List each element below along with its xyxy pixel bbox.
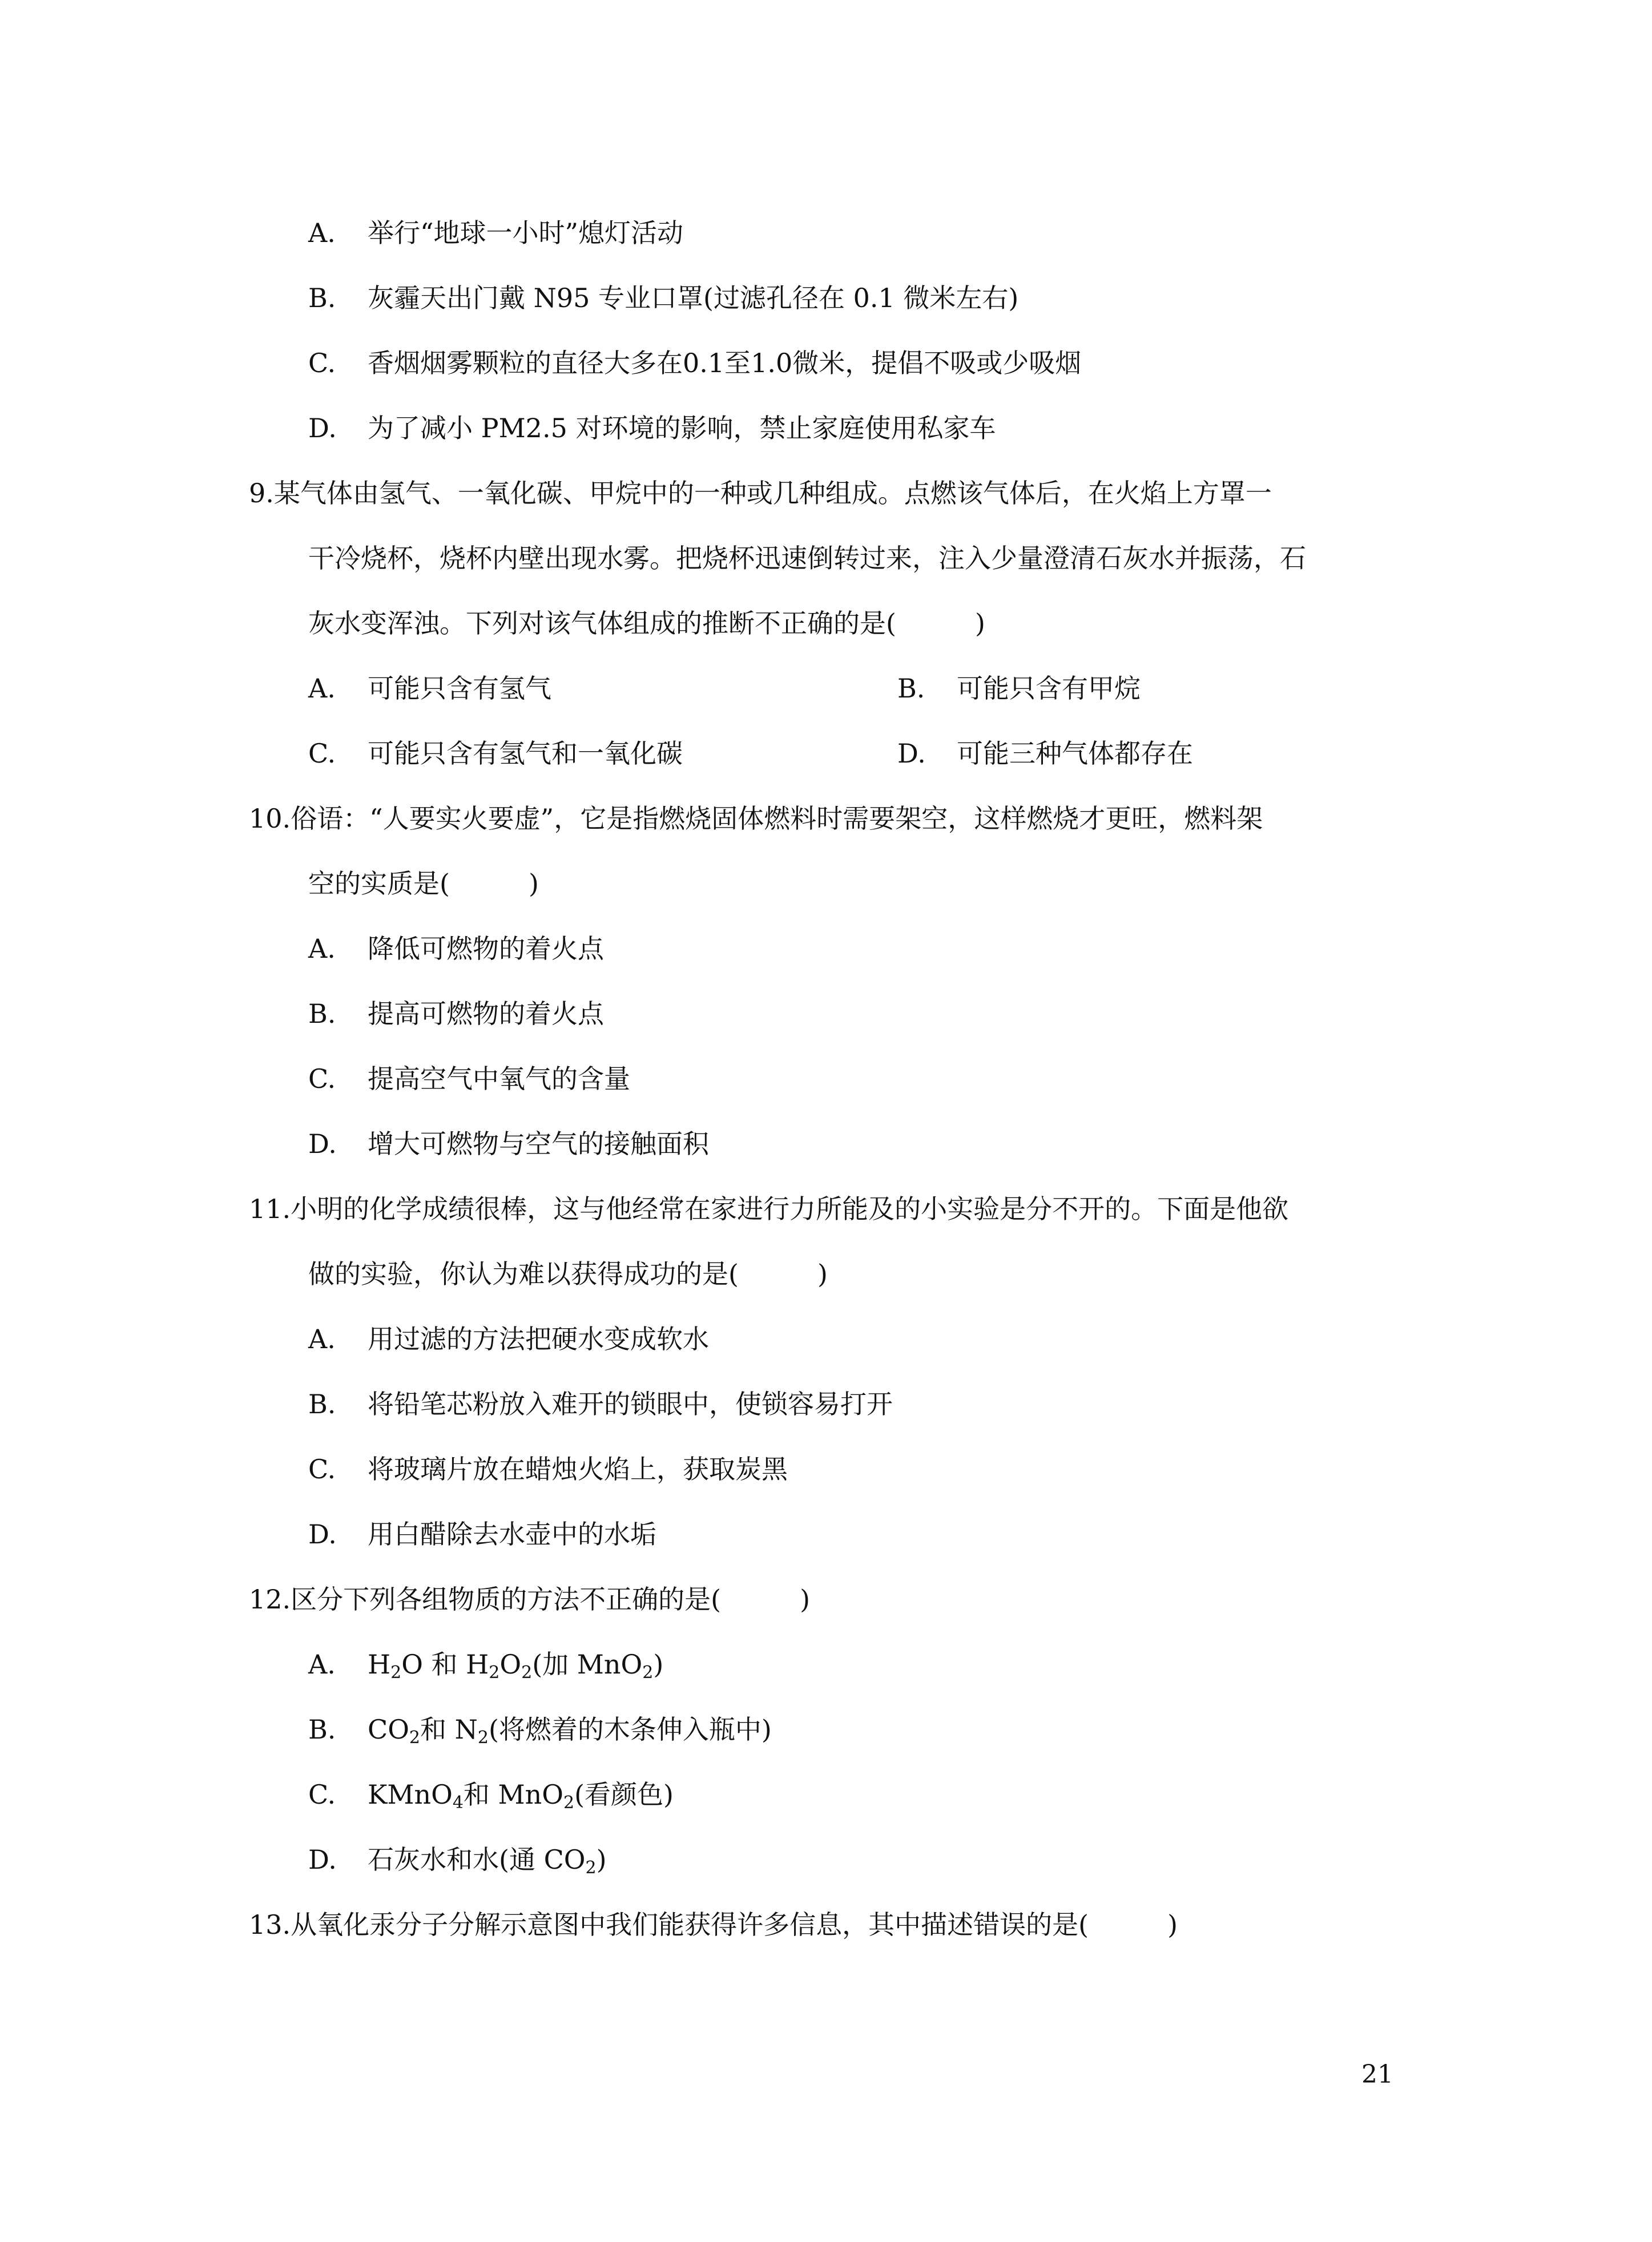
q8-option-d bbox=[308, 411, 996, 445]
option-letter: D. bbox=[308, 1519, 337, 1550]
formula-text: (将燃着的木条伸入瓶中) bbox=[488, 1714, 772, 1745]
subscript: 2 bbox=[390, 1663, 402, 1683]
formula-text: 石灰水和水(通 CO bbox=[368, 1844, 586, 1875]
q13-stem bbox=[249, 1908, 1178, 1942]
option-letter: A. bbox=[308, 1649, 336, 1680]
formula-text: O bbox=[499, 1649, 522, 1680]
formula-text: KMnO bbox=[368, 1779, 453, 1810]
q9-stem-line-3: 灰水变浑浊。下列对该气体组成的推断不正确的是( ) bbox=[308, 608, 985, 639]
option-letter: A. bbox=[308, 933, 336, 964]
option-letter: B. bbox=[308, 998, 336, 1029]
formula-text: (加 MnO bbox=[532, 1649, 643, 1680]
option-letter: C. bbox=[308, 348, 336, 378]
option-text: 香烟烟雾颗粒的直径大多在0.1至1.0微米，提倡不吸或少吸烟 bbox=[368, 348, 1082, 378]
subscript: 2 bbox=[563, 1793, 575, 1813]
option-text: 降低可燃物的着火点 bbox=[368, 933, 604, 964]
q10-option-a bbox=[308, 932, 604, 966]
q9-option-b bbox=[897, 671, 1141, 705]
option-letter: D. bbox=[308, 413, 337, 443]
q8-option-a bbox=[308, 216, 683, 250]
q11-option-c bbox=[308, 1452, 788, 1486]
formula-text: 和 MnO bbox=[463, 1779, 563, 1810]
q11-stem-line-1 bbox=[249, 1192, 1288, 1226]
question-stem: 小明的化学成绩很棒，这与他经常在家进行力所能及的小实验是分不开的。下面是他欲 bbox=[291, 1193, 1289, 1224]
option-text: 将铅笔芯粉放入难开的锁眼中，使锁容易打开 bbox=[368, 1389, 893, 1420]
q12-option-b bbox=[308, 1712, 772, 1747]
subscript: 2 bbox=[409, 1728, 421, 1748]
q8-option-b bbox=[308, 281, 1018, 315]
option-text: 可能三种气体都存在 bbox=[957, 738, 1193, 769]
q8-option-c bbox=[308, 346, 1081, 380]
option-text: 提高空气中氧气的含量 bbox=[368, 1063, 630, 1094]
q12-option-d bbox=[308, 1842, 607, 1877]
option-letter: A. bbox=[308, 1324, 336, 1354]
formula-text: CO bbox=[368, 1714, 409, 1745]
q12-option-c bbox=[308, 1777, 674, 1812]
q10-stem-line-1 bbox=[249, 801, 1263, 836]
option-letter: D. bbox=[308, 1128, 337, 1159]
q11-option-d bbox=[308, 1517, 656, 1551]
question-number: 9. bbox=[249, 478, 274, 509]
question-number: 13. bbox=[249, 1909, 291, 1940]
formula-text: ) bbox=[653, 1649, 664, 1680]
q9-option-d bbox=[897, 736, 1193, 771]
formula-text: 和 N bbox=[420, 1714, 478, 1745]
option-text: 用过滤的方法把硬水变成软水 bbox=[368, 1324, 709, 1354]
subscript: 2 bbox=[585, 1858, 597, 1878]
question-stem: 某气体由氢气、一氧化碳、甲烷中的一种或几种组成。点燃该气体后，在火焰上方罩一 bbox=[273, 478, 1272, 509]
option-letter: C. bbox=[308, 1779, 336, 1810]
formula-text: H bbox=[368, 1649, 391, 1680]
q11-stem-line-2: 做的实验，你认为难以获得成功的是( ) bbox=[308, 1259, 828, 1289]
q11-option-b bbox=[308, 1387, 893, 1421]
q12-option-a bbox=[308, 1647, 663, 1682]
option-letter: C. bbox=[308, 738, 336, 769]
question-stem: 俗语：“人要实火要虚”，它是指燃烧固体燃料时需要架空，这样燃烧才更旺，燃料架 bbox=[291, 803, 1263, 834]
subscript: 4 bbox=[452, 1793, 464, 1813]
option-letter: D. bbox=[308, 1844, 337, 1875]
subscript: 2 bbox=[521, 1663, 533, 1683]
q10-option-b bbox=[308, 997, 604, 1031]
question-stem: 区分下列各组物质的方法不正确的是( ) bbox=[291, 1584, 811, 1615]
subscript: 2 bbox=[477, 1728, 489, 1748]
subscript: 2 bbox=[489, 1663, 500, 1683]
option-letter: C. bbox=[308, 1063, 336, 1094]
option-text: 用白醋除去水壶中的水垢 bbox=[368, 1519, 656, 1550]
subscript: 2 bbox=[642, 1663, 654, 1683]
page-number: 21 bbox=[1361, 2060, 1393, 2089]
question-number: 12. bbox=[249, 1584, 291, 1615]
option-text: 可能只含有氢气 bbox=[368, 673, 551, 704]
option-text: 将玻璃片放在蜡烛火焰上，获取炭黑 bbox=[368, 1454, 788, 1485]
formula-text: ) bbox=[596, 1844, 607, 1875]
q10-option-d bbox=[308, 1127, 709, 1161]
option-letter: B. bbox=[308, 1389, 336, 1420]
q9-option-a bbox=[308, 671, 551, 705]
q11-option-a bbox=[308, 1322, 709, 1356]
option-text: 灰霾天出门戴 N95 专业口罩(过滤孔径在 0.1 微米左右) bbox=[368, 283, 1019, 313]
q9-stem-line-1 bbox=[249, 476, 1272, 510]
option-letter: A. bbox=[308, 217, 336, 248]
q10-option-c bbox=[308, 1062, 630, 1096]
formula-text: O 和 H bbox=[401, 1649, 489, 1680]
option-text: 为了减小 PM2.5 对环境的影响，禁止家庭使用私家车 bbox=[368, 413, 996, 443]
question-number: 10. bbox=[249, 803, 291, 834]
option-letter: C. bbox=[308, 1454, 336, 1485]
q10-stem-line-2: 空的实质是( ) bbox=[308, 868, 539, 899]
question-stem: 从氧化汞分子分解示意图中我们能获得许多信息，其中描述错误的是( ) bbox=[291, 1909, 1178, 1940]
option-text: 举行“地球一小时”熄灯活动 bbox=[368, 217, 684, 248]
option-letter: B. bbox=[308, 1714, 336, 1745]
option-text: 提高可燃物的着火点 bbox=[368, 998, 604, 1029]
option-letter: D. bbox=[897, 738, 926, 769]
question-number: 11. bbox=[249, 1193, 291, 1224]
q9-option-c bbox=[308, 736, 683, 771]
q12-stem bbox=[249, 1582, 810, 1616]
option-text: 可能只含有甲烷 bbox=[957, 673, 1141, 704]
option-letter: B. bbox=[897, 673, 925, 704]
q9-stem-line-2: 干冷烧杯，烧杯内壁出现水雾。把烧杯迅速倒转过来，注入少量澄清石灰水并振荡，石 bbox=[308, 543, 1306, 574]
formula-text: (看颜色) bbox=[574, 1779, 674, 1810]
option-text: 可能只含有氢气和一氧化碳 bbox=[368, 738, 683, 769]
option-text: 增大可燃物与空气的接触面积 bbox=[368, 1128, 709, 1159]
option-letter: B. bbox=[308, 283, 336, 313]
option-letter: A. bbox=[308, 673, 336, 704]
